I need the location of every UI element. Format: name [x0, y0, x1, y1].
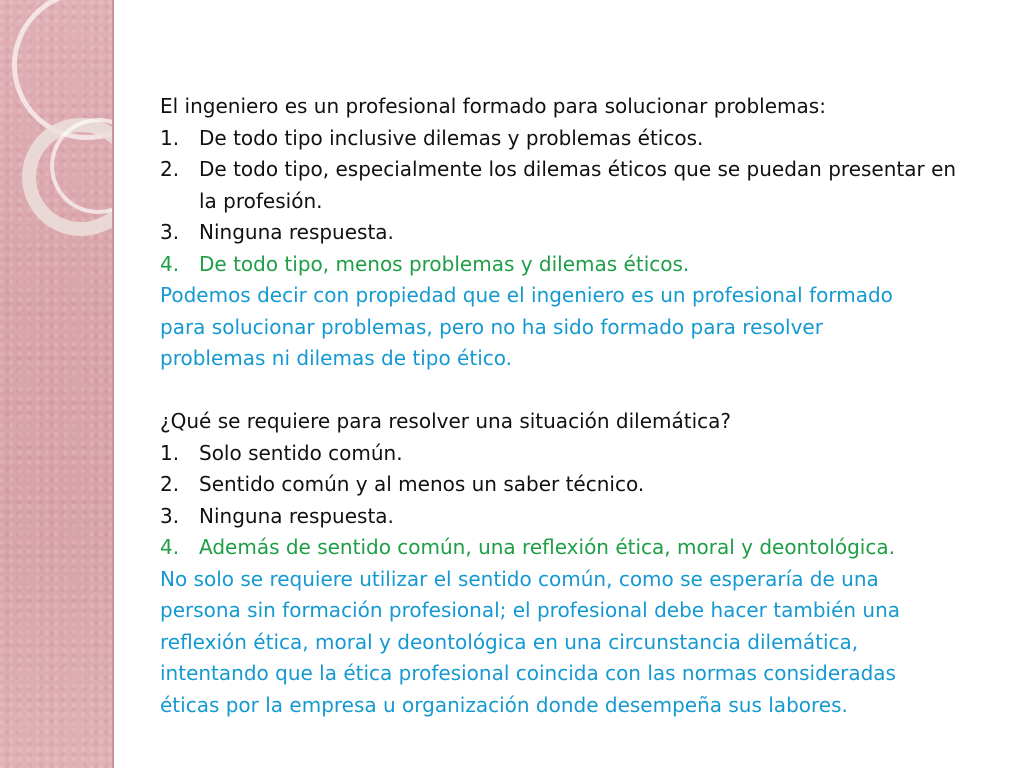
q2-explanation-line: intentando que la ética profesional coincida con las normas consideradas	[160, 661, 896, 685]
spacer	[160, 375, 960, 407]
q2-option-4-correct	[160, 532, 960, 564]
q1-option-1	[160, 123, 960, 155]
q1-explanation-line: problemas ni dilemas de tipo ético.	[160, 346, 512, 370]
q1-option-4-correct	[160, 249, 960, 281]
question-1-text: El ingeniero es un profesional formado para solucionar problemas:	[160, 94, 826, 118]
option-text: De todo tipo inclusive dilemas y problemas éticos.	[199, 125, 704, 150]
option-text: Solo sentido común.	[199, 440, 403, 465]
sidebar-divider	[112, 0, 114, 768]
option-number: 4.	[160, 251, 180, 276]
option-number: 1.	[160, 125, 180, 150]
q1-option-3	[160, 217, 960, 249]
q1-explanation-line: para solucionar problemas, pero no ha sido formado para resolver	[160, 314, 823, 339]
question-2-text: ¿Qué se requiere para resolver una situación dilemática?	[160, 409, 732, 433]
option-number: 3.	[160, 220, 180, 244]
option-number: 1.	[160, 440, 180, 465]
option-text: Ninguna respuesta.	[199, 503, 394, 528]
option-number: 2.	[160, 157, 180, 181]
q1-explanation-line: Podemos decir con propiedad que el ingeniero es un profesional formado	[160, 283, 893, 307]
q2-explanation-line: persona sin formación profesional; el profesional debe hacer también una	[160, 598, 901, 622]
q2-option-3	[160, 501, 960, 533]
option-text: De todo tipo, especialmente los dilemas éticos que se puedan presentar en la profesión.	[199, 157, 957, 213]
q1-option-2	[160, 154, 960, 217]
option-number: 3.	[160, 503, 180, 528]
option-number: 4.	[160, 535, 180, 559]
option-text: Además de sentido común, una reflexión ética, moral y deontológica.	[199, 535, 895, 559]
q2-option-2	[160, 469, 960, 501]
option-text: Sentido común y al menos un saber técnico.	[199, 472, 645, 496]
option-number: 2.	[160, 472, 180, 496]
option-text: De todo tipo, menos problemas y dilemas éticos.	[199, 251, 690, 276]
q2-explanation-line: No solo se requiere utilizar el sentido común, como se esperaría de una	[160, 566, 879, 591]
slide-content	[160, 91, 960, 721]
q2-explanation-line: reflexión ética, moral y deontológica en una circunstancia dilemática,	[160, 629, 859, 654]
option-text: Ninguna respuesta.	[199, 220, 394, 244]
decorative-sidebar	[0, 0, 112, 768]
q2-explanation-line: éticas por la empresa u organización donde desempeña sus labores.	[160, 692, 848, 717]
q2-option-1	[160, 438, 960, 470]
